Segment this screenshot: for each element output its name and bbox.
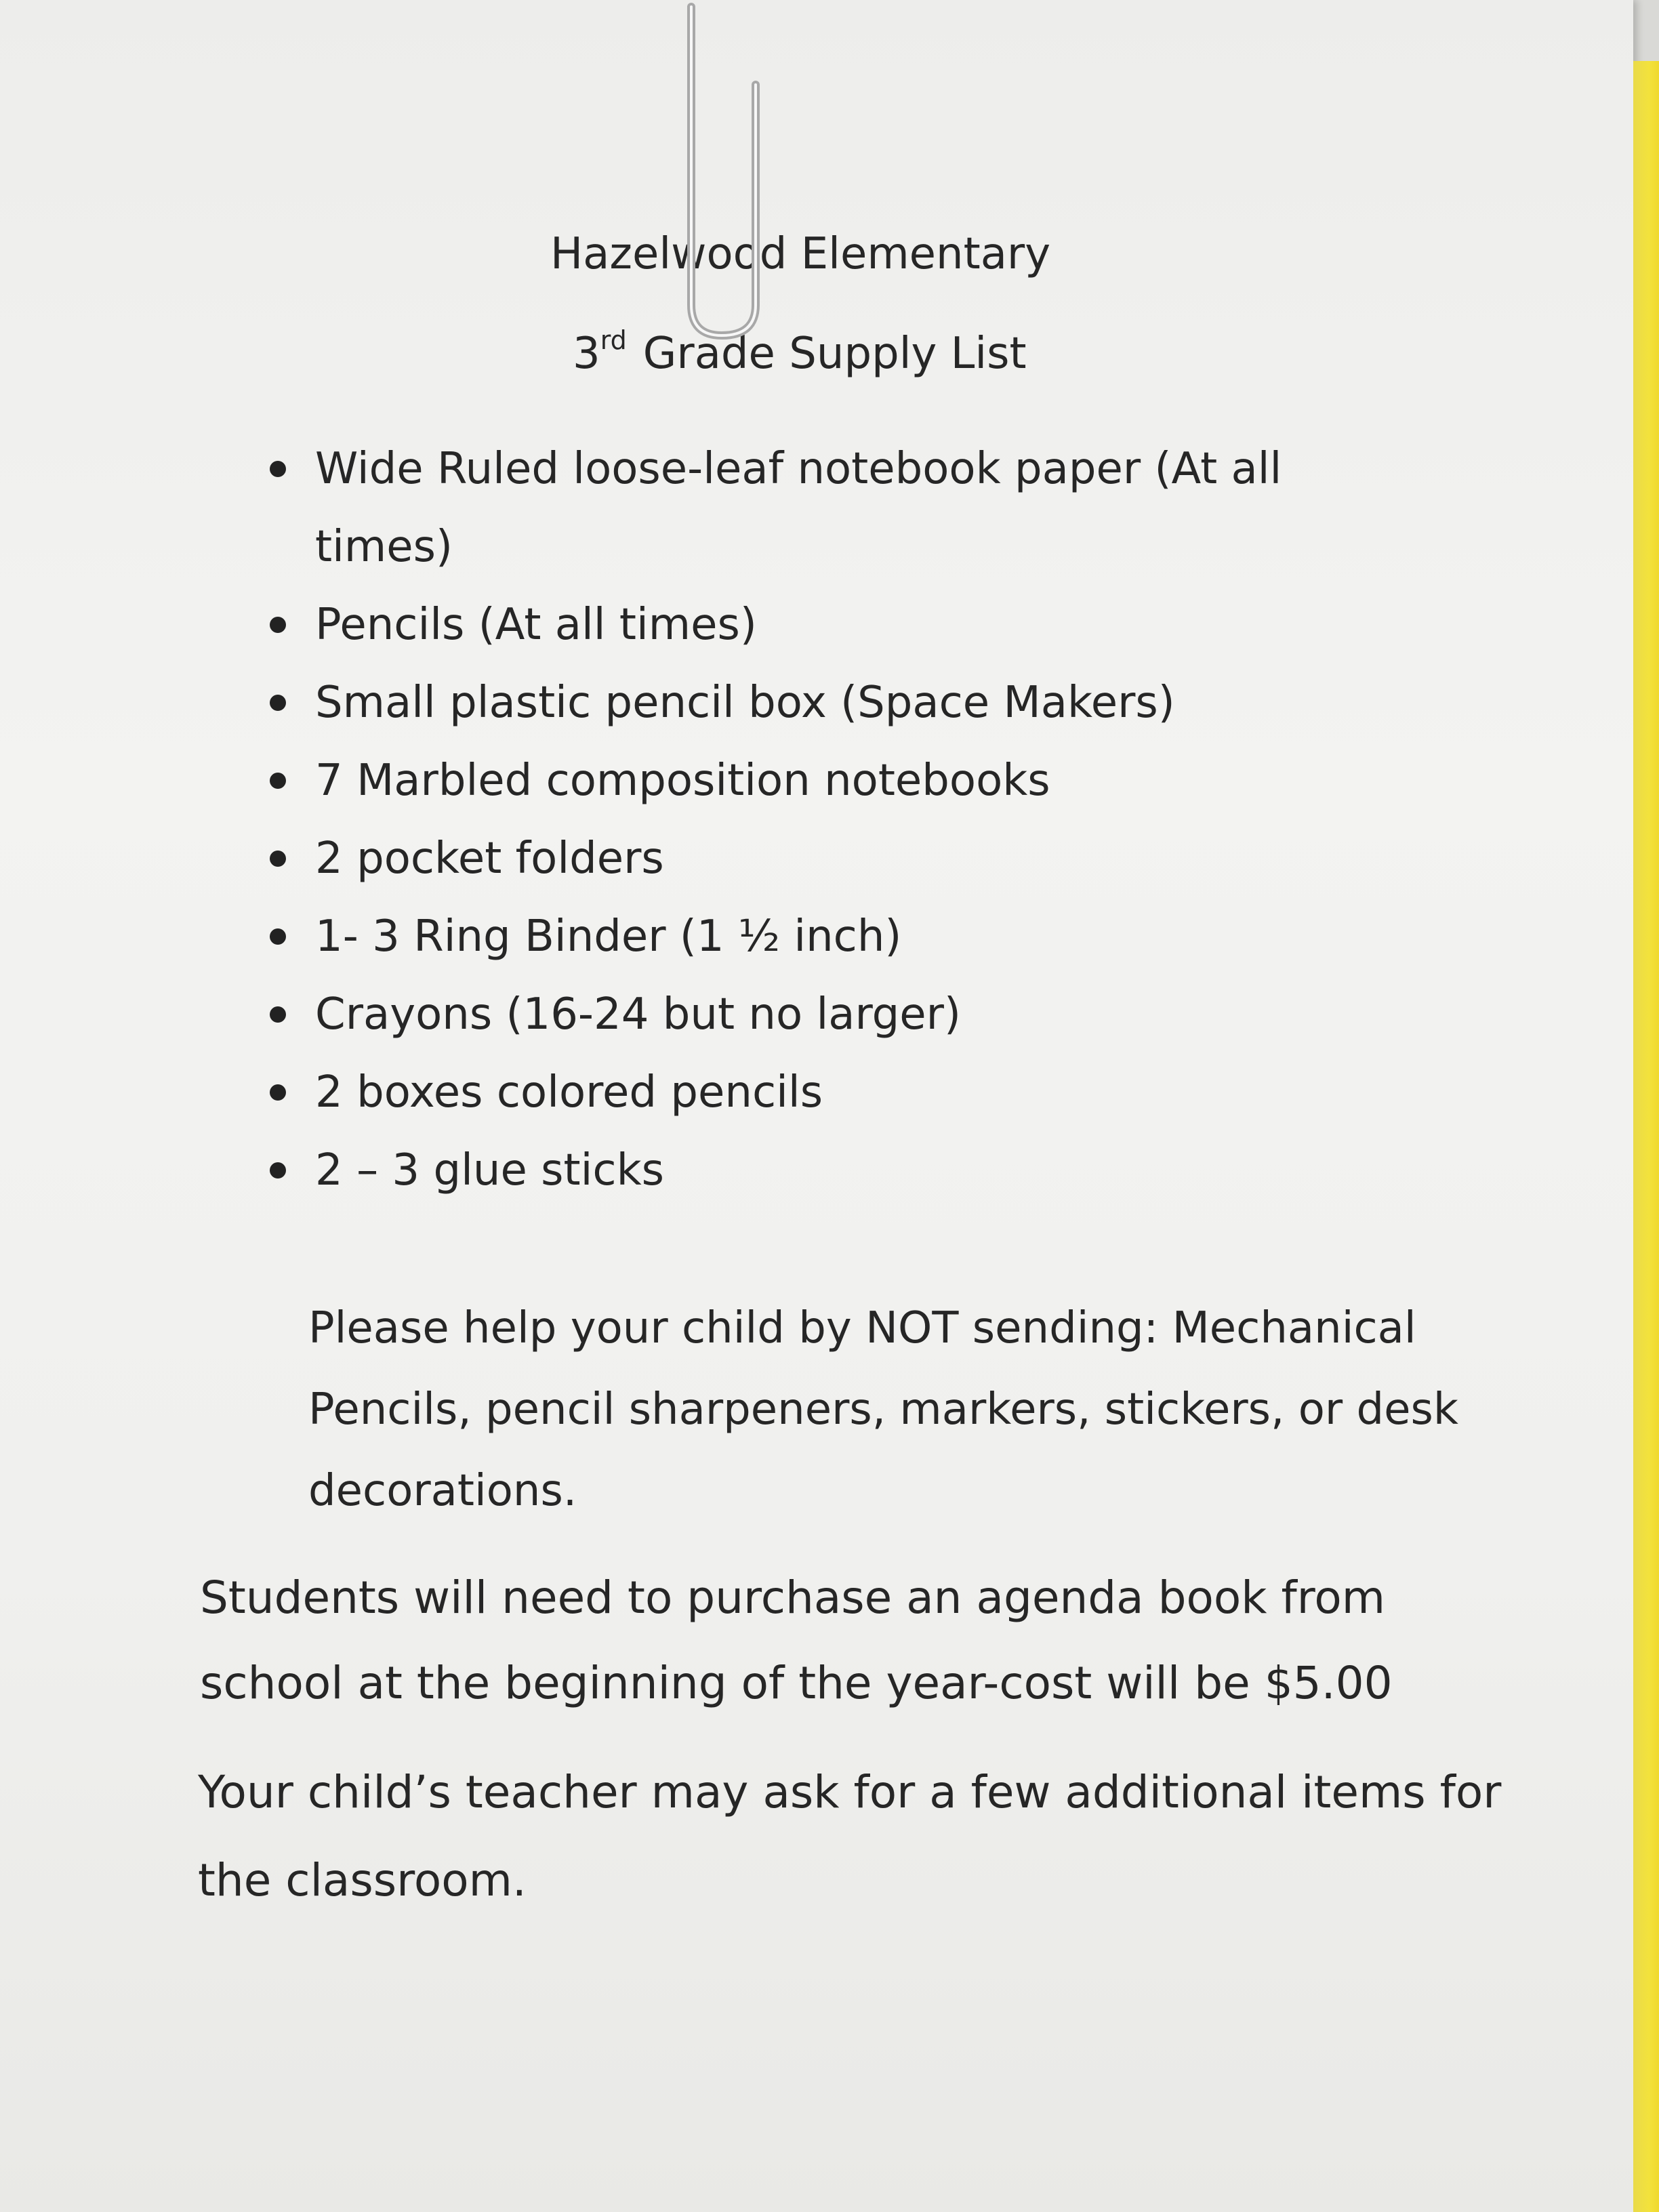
- list-item: [264, 976, 1382, 1054]
- bullet-icon: [270, 773, 286, 789]
- paperclip-icon: [674, 0, 776, 352]
- page-subtitle: [573, 327, 1027, 386]
- agenda-book-note: Students will need to purchase an agenda book from school at the beginning of the year-cost will be $5.00: [200, 1572, 1393, 1709]
- do-not-send-note: Please help your child by NOT sending: Mechanical Pencils, pencil sharpeners, markers, stickers, or desk decorations.: [308, 1303, 1458, 1516]
- bullet-icon: [270, 617, 286, 633]
- list-item-text: 1- 3 Ring Binder (1 ½ inch): [315, 912, 902, 962]
- bullet-icon: [270, 695, 286, 711]
- teacher-note: Your child’s teacher may ask for a few additional items for the classroom.: [198, 1766, 1502, 1906]
- bullet-icon: [270, 928, 286, 945]
- bullet-icon: [270, 1162, 286, 1179]
- list-item-text: Pencils (At all times): [315, 600, 757, 650]
- page-title: Hazelwood Elementary: [550, 229, 1051, 279]
- list-item-text: Crayons (16-24 but no larger): [315, 989, 961, 1040]
- list-item: [264, 664, 1382, 742]
- list-item: [264, 742, 1382, 820]
- list-item-text: 2 – 3 glue sticks: [315, 1145, 664, 1195]
- list-item-text: Small plastic pencil box (Space Makers): [315, 678, 1175, 728]
- grade-number: 3: [573, 329, 600, 379]
- bullet-icon: [270, 1084, 286, 1101]
- grade-suffix: rd: [600, 325, 627, 355]
- supply-list: [264, 430, 1382, 1210]
- list-item: [264, 820, 1382, 898]
- list-item-text: 7 Marbled composition notebooks: [315, 756, 1050, 806]
- list-item-text: 2 pocket folders: [315, 834, 664, 884]
- list-item: [264, 1132, 1382, 1210]
- list-item: [264, 430, 1382, 586]
- list-item: [264, 586, 1382, 664]
- yellow-folder-edge: [1633, 61, 1659, 2212]
- subtitle-text: Grade Supply List: [642, 329, 1027, 379]
- list-item: [264, 1054, 1382, 1132]
- list-item-text: Wide Ruled loose-leaf notebook paper (At all times): [315, 444, 1282, 572]
- list-item: [264, 898, 1382, 976]
- bullet-icon: [270, 461, 286, 477]
- bullet-icon: [270, 851, 286, 867]
- list-item-text: 2 boxes colored pencils: [315, 1067, 823, 1118]
- bullet-icon: [270, 1006, 286, 1023]
